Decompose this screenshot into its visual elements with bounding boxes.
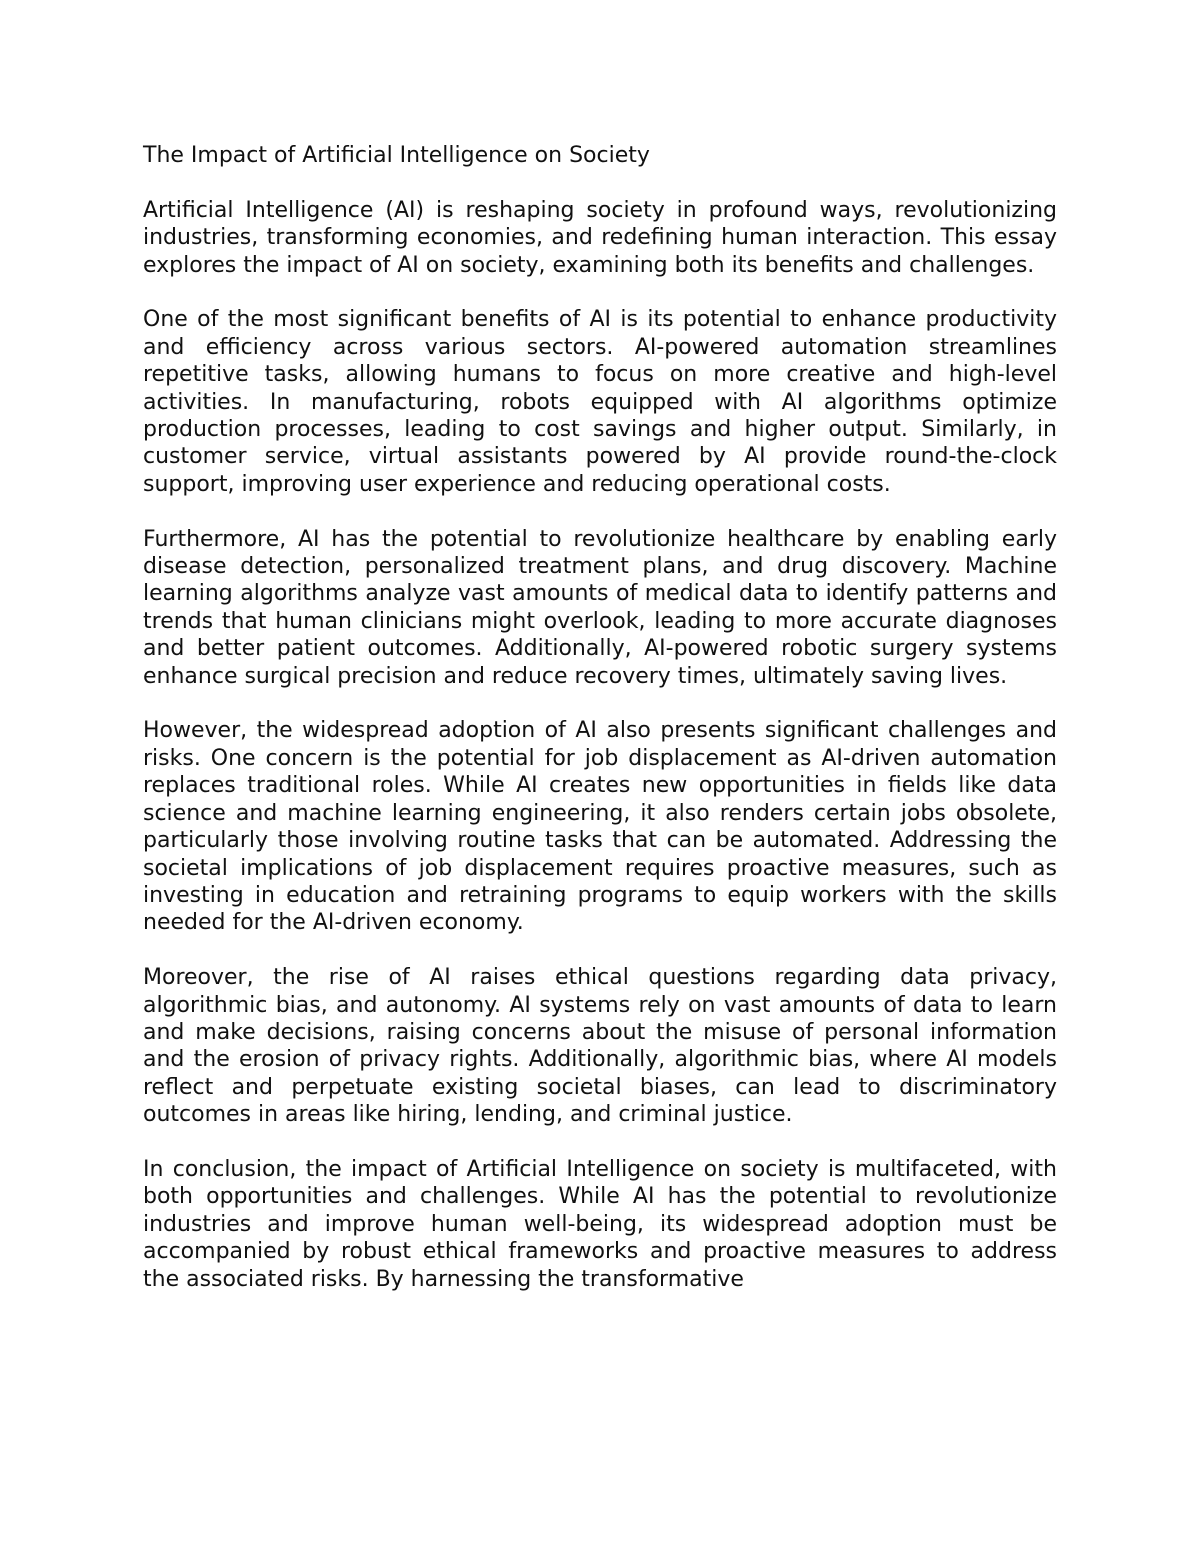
document-title: The Impact of Artificial Intelligence on Society xyxy=(143,143,650,168)
paragraph-conclusion: In conclusion, the impact of Artificial Intelligence on society is multifaceted, with both opportunities and challenges. While AI has the potential to revolutionize industries and improve human well-being, its widespread adoption must be accompanied by robust ethical frameworks and proactive measures to address the associated risks. By harnessing the transformative xyxy=(143,1156,1057,1292)
paragraph-productivity: One of the most significant benefits of AI is its potential to enhance productivity and efficiency across various sectors. AI-powered automation streamlines repetitive tasks, allowing humans to focus on more creative and high-level activities. In manufacturing, robots equipped with AI algorithms optimize production processes, leading to cost savings and higher output. Similarly, in customer service, virtual assistants powered by AI provide round-the-clock support, improving user experience and reducing operational costs. xyxy=(143,307,1057,497)
document-body xyxy=(143,142,1057,1293)
paragraph-healthcare: Furthermore, AI has the potential to revolutionize healthcare by enabling early disease detection, personalized treatment plans, and drug discovery. Machine learning algorithms analyze vast amounts of medical data to identify patterns and trends that human clinicians might overlook, leading to more accurate diagnoses and better patient outcomes. Additionally, AI-powered robotic surgery systems enhance surgical precision and reduce recovery times, ultimately saving lives. xyxy=(143,526,1057,689)
paragraph-intro: Artificial Intelligence (AI) is reshaping society in profound ways, revolutionizing industries, transforming economies, and redefining human interaction. This essay explores the impact of AI on society, examining both its benefits and challenges. xyxy=(143,197,1057,278)
paragraph-ethics: Moreover, the rise of AI raises ethical questions regarding data privacy, algorithmic bias, and autonomy. AI systems rely on vast amounts of data to learn and make decisions, raising concerns about the misuse of personal information and the erosion of privacy rights. Additionally, algorithmic bias, where AI models reflect and perpetuate existing societal biases, can lead to discriminatory outcomes in areas like hiring, lending, and criminal justice. xyxy=(143,965,1057,1128)
paragraph-job-displacement: However, the widespread adoption of AI also presents significant challenges and risks. One concern is the potential for job displacement as AI-driven automation replaces traditional roles. While AI creates new opportunities in fields like data science and machine learning engineering, it also renders certain jobs obsolete, particularly those involving routine tasks that can be automated. Addressing the societal implications of job displacement requires proactive measures, such as investing in education and retraining programs to equip workers with the skills needed for the AI-driven economy. xyxy=(143,718,1057,936)
